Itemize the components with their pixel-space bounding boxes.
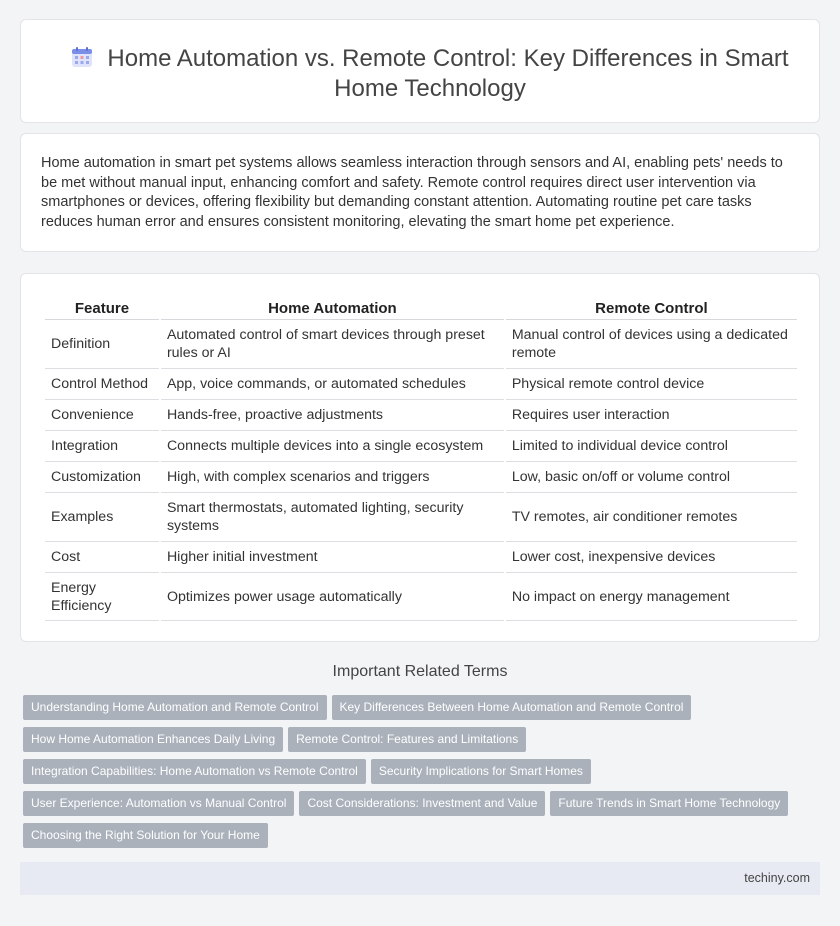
- table-row: [45, 431, 797, 462]
- feature-cell: Cost: [45, 542, 159, 573]
- related-term-tag[interactable]: How Home Automation Enhances Daily Living: [23, 727, 283, 752]
- related-term-tag[interactable]: Cost Considerations: Investment and Value: [299, 791, 545, 816]
- home-automation-cell: Hands-free, proactive adjustments: [161, 400, 504, 431]
- tag-row: [23, 695, 813, 727]
- header-card: [20, 19, 820, 123]
- footer: [20, 862, 820, 895]
- remote-control-cell: Requires user interaction: [506, 400, 797, 431]
- table-row: [45, 493, 797, 542]
- home-automation-cell: Higher initial investment: [161, 542, 504, 573]
- feature-cell: Examples: [45, 493, 159, 542]
- table-row: [45, 369, 797, 400]
- table-row: [45, 400, 797, 431]
- intro-paragraph: Home automation in smart pet systems allows seamless interaction through sensors and AI, enabling pets' needs to be met without manual input, enhancing comfort and safety. Remote control requires direct user intervention via smartphones or devices, offering flexibility but demanding constant attention. Automating routine pet care tasks reduces human error and ensures consistent monitoring, elevating the smart home pet experience.: [41, 155, 783, 230]
- remote-control-cell: Limited to individual device control: [506, 431, 797, 462]
- feature-cell: Integration: [45, 431, 159, 462]
- column-header-remote-control: Remote Control: [506, 294, 797, 320]
- page-title-text: Home Automation vs. Remote Control: Key Differences in Smart Home Technology: [107, 45, 789, 102]
- calendar-grid-icon: [71, 46, 93, 68]
- remote-control-cell: Physical remote control device: [506, 369, 797, 400]
- home-automation-cell: Smart thermostats, automated lighting, security systems: [161, 493, 504, 542]
- home-automation-cell: Optimizes power usage automatically: [161, 573, 504, 621]
- footer-site-name: techiny.com: [744, 871, 810, 885]
- column-header-feature: Feature: [45, 294, 159, 320]
- feature-cell: Control Method: [45, 369, 159, 400]
- table-row: [45, 542, 797, 573]
- title-wrap: [61, 44, 799, 104]
- table-row: [45, 573, 797, 621]
- tag-row: [23, 727, 813, 759]
- home-automation-cell: High, with complex scenarios and triggers: [161, 462, 504, 493]
- table-row: [45, 462, 797, 493]
- related-term-tag[interactable]: Integration Capabilities: Home Automation vs Remote Control: [23, 759, 366, 784]
- tag-row: [23, 791, 813, 823]
- feature-cell: Convenience: [45, 400, 159, 431]
- tag-row: [23, 759, 813, 791]
- feature-cell: Energy Efficiency: [45, 573, 159, 621]
- comparison-table-card: [20, 273, 820, 642]
- page-title: [61, 44, 799, 104]
- remote-control-cell: Manual control of devices using a dedicated remote: [506, 320, 797, 369]
- remote-control-cell: No impact on energy management: [506, 573, 797, 621]
- related-term-tag[interactable]: Key Differences Between Home Automation and Remote Control: [332, 695, 692, 720]
- home-automation-cell: App, voice commands, or automated schedules: [161, 369, 504, 400]
- tag-row: [23, 823, 813, 855]
- feature-cell: Definition: [45, 320, 159, 369]
- related-term-tag[interactable]: User Experience: Automation vs Manual Control: [23, 791, 294, 816]
- related-terms-title: Important Related Terms: [332, 663, 508, 680]
- table-header-row: [45, 294, 797, 320]
- remote-control-cell: Low, basic on/off or volume control: [506, 462, 797, 493]
- home-automation-cell: Connects multiple devices into a single ecosystem: [161, 431, 504, 462]
- related-term-tag[interactable]: Remote Control: Features and Limitations: [288, 727, 526, 752]
- column-header-home-automation: Home Automation: [161, 294, 504, 320]
- related-term-tag[interactable]: Security Implications for Smart Homes: [371, 759, 591, 784]
- comparison-table: [43, 294, 799, 621]
- related-term-tag[interactable]: Choosing the Right Solution for Your Home: [23, 823, 268, 848]
- remote-control-cell: Lower cost, inexpensive devices: [506, 542, 797, 573]
- related-term-tag[interactable]: Future Trends in Smart Home Technology: [550, 791, 788, 816]
- feature-cell: Customization: [45, 462, 159, 493]
- remote-control-cell: TV remotes, air conditioner remotes: [506, 493, 797, 542]
- home-automation-cell: Automated control of smart devices through preset rules or AI: [161, 320, 504, 369]
- intro-card: [20, 133, 820, 252]
- related-terms-tags: [23, 695, 813, 855]
- related-term-tag[interactable]: Understanding Home Automation and Remote Control: [23, 695, 327, 720]
- table-row: [45, 320, 797, 369]
